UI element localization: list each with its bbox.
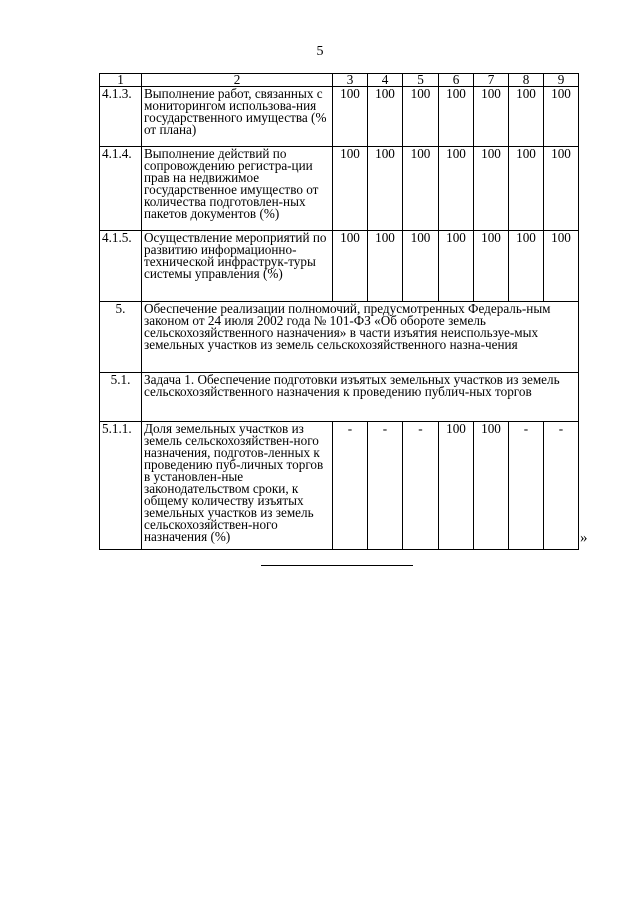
value-cell: -: [544, 422, 579, 550]
header-cell: 2: [142, 74, 333, 87]
value-cell: 100: [474, 87, 509, 147]
value-cell: -: [368, 422, 403, 550]
indicators-table: [99, 73, 579, 550]
value-cell: 100: [439, 147, 474, 231]
page-number: 5: [316, 44, 324, 59]
value-cell: 100: [333, 87, 368, 147]
table-row: [100, 87, 579, 147]
value-cell: 100: [403, 147, 439, 231]
section-row: [100, 302, 579, 373]
value-cell: 100: [474, 231, 509, 302]
value-cell: 100: [544, 231, 579, 302]
table-header-row: [100, 74, 579, 87]
header-cell: 9: [544, 74, 579, 87]
task-description: Задача 1. Обеспечение подготовки изъятых земельных участков из земель сельскохозяйственного назначения к проведению публич-ных торгов: [142, 373, 579, 422]
section-number: 5.: [100, 302, 142, 373]
value-cell: -: [403, 422, 439, 550]
value-cell: 100: [509, 87, 544, 147]
value-cell: 100: [544, 87, 579, 147]
header-cell: 6: [439, 74, 474, 87]
closing-quote: »: [580, 530, 588, 546]
value-cell: 100: [509, 231, 544, 302]
row-number: 5.1.1.: [100, 422, 142, 550]
row-description: Осуществление мероприятий по развитию информационно-технической инфраструк-туры системы управления (%): [142, 231, 333, 302]
value-cell: -: [333, 422, 368, 550]
row-number: 4.1.3.: [100, 87, 142, 147]
header-cell: 8: [509, 74, 544, 87]
value-cell: 100: [333, 147, 368, 231]
table-row: [100, 147, 579, 231]
value-cell: 100: [509, 147, 544, 231]
value-cell: 100: [544, 147, 579, 231]
value-cell: 100: [403, 231, 439, 302]
section-description: Обеспечение реализации полномочий, предусмотренных Федераль-ным законом от 24 июля 2002 года № 101-ФЗ «Об обороте земель сельскохозяйственного назначения» в части изъятия неиспользуе-мых земельных участков из земель сельскохозяйственного назна-чения: [142, 302, 579, 373]
header-cell: 4: [368, 74, 403, 87]
row-number: 4.1.4.: [100, 147, 142, 231]
value-cell: 100: [439, 87, 474, 147]
row-description: Доля земельных участков из земель сельскохозяйствен-ного назначения, подготов-ленных к проведению пуб-личных торгов в установлен-ные законодательством сроки, к общему количеству изъятых земельных участков из земель сельскохозяйствен-ного назначения (%): [142, 422, 333, 550]
value-cell: 100: [368, 87, 403, 147]
row-description: Выполнение работ, связанных с мониторингом использова-ния государственного имущества (% от плана): [142, 87, 333, 147]
table-row: [100, 231, 579, 302]
value-cell: 100: [368, 147, 403, 231]
row-description: Выполнение действий по сопровождению регистра-ции прав на недвижимое государственное имущество от количества подготовлен-ных пакетов документов (%): [142, 147, 333, 231]
value-cell: 100: [403, 87, 439, 147]
header-cell: 7: [474, 74, 509, 87]
bottom-divider: [261, 565, 413, 566]
value-cell: 100: [439, 422, 474, 550]
row-number: 4.1.5.: [100, 231, 142, 302]
table-row: [100, 422, 579, 550]
value-cell: -: [509, 422, 544, 550]
value-cell: 100: [333, 231, 368, 302]
value-cell: 100: [474, 147, 509, 231]
header-cell: 3: [333, 74, 368, 87]
header-cell: 5: [403, 74, 439, 87]
task-row: [100, 373, 579, 422]
value-cell: 100: [439, 231, 474, 302]
task-number: 5.1.: [100, 373, 142, 422]
value-cell: 100: [474, 422, 509, 550]
header-cell: 1: [100, 74, 142, 87]
value-cell: 100: [368, 231, 403, 302]
